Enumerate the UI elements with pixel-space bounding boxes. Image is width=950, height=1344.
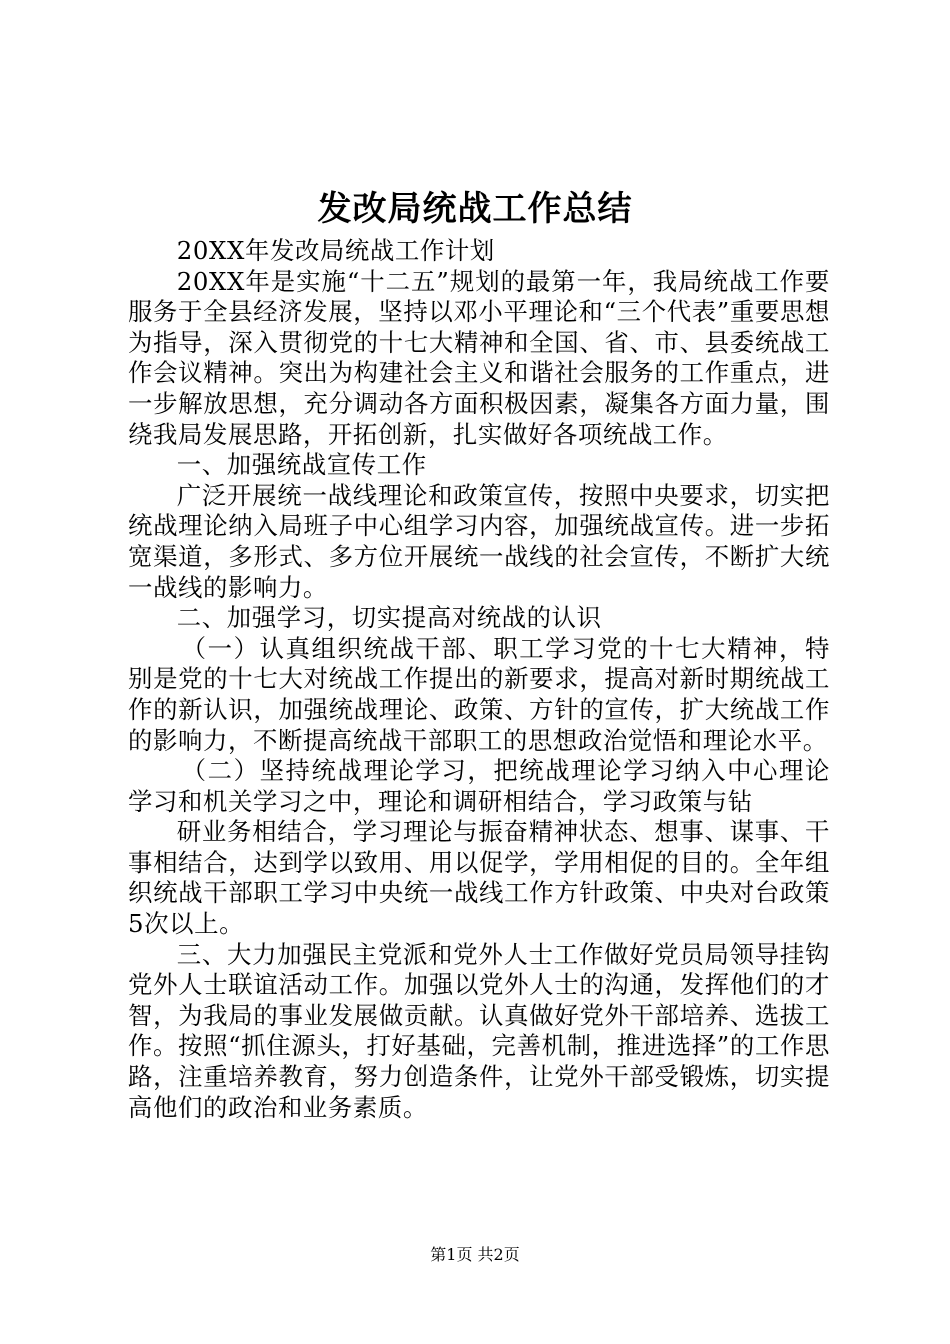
paragraph-section-1: 广泛开展统一战线理论和政策宣传，按照中央要求，切实把统战理论纳入局班子中心组学习内容，加强统战宣传。进一步拓宽渠道，多形式、多方位开展统一战线的社会宣传，不断扩大统一战线的影响力。	[128, 480, 830, 602]
paragraph-section-2-item-1: （一）认真组织统战干部、职工学习党的十七大精神，特别是党的十七大对统战工作提出的新要求，提高对新时期统战工作的新认识，加强统战理论、政策、方针的宣传，扩大统战工作的影响力，不断提高统战干部职工的思想政治觉悟和理论水平。	[128, 633, 830, 755]
paragraph-subtitle: 20XX年发改局统战工作计划	[176, 236, 495, 265]
paragraph-section-3: 三、大力加强民主党派和党外人士工作做好党员局领导挂钩党外人士联谊活动工作。加强以党外人士的沟通，发挥他们的才智，为我局的事业发展做贡献。认真做好党外干部培养、选拔工作。按照“抓住源头，打好基础，完善机制，推进选择”的工作思路，注重培养教育，努力创造条件，让党外干部受锻炼，切实提高他们的政治和业务素质。	[128, 939, 830, 1122]
page-number-footer: 第1页 共2页	[430, 1245, 520, 1264]
paragraph-intro: 20XX年是实施“十二五”规划的最第一年，我局统战工作要服务于全县经济发展，坚持以邓小平理论和“三个代表”重要思想为指导，深入贯彻党的十七大精神和全国、省、市、县委统战工作会议精神。突出为构建社会主义和谐社会服务的工作重点，进一步解放思想，充分调动各方面积极因素，凝集各方面力量，围绕我局发展思路，开拓创新，扎实做好各项统战工作。	[128, 266, 830, 449]
section-heading-1: 一、加强统战宣传工作	[176, 450, 427, 480]
document-title: 发改局统战工作总结	[317, 189, 633, 229]
paragraph-section-2-continued: 研业务相结合，学习理论与振奋精神状态、想事、谋事、干事相结合，达到学以致用、用以促学，学用相促的目的。全年组织统战干部职工学习中央统一战线工作方针政策、中央对台政策5次以上。	[128, 817, 830, 939]
paragraph-section-2-item-2: （二）坚持统战理论学习，把统战理论学习纳入中心理论学习和机关学习之中，理论和调研相结合，学习政策与钻	[128, 756, 830, 816]
section-heading-2: 二、加强学习，切实提高对统战的认识	[176, 603, 602, 633]
document-body	[128, 236, 830, 1123]
